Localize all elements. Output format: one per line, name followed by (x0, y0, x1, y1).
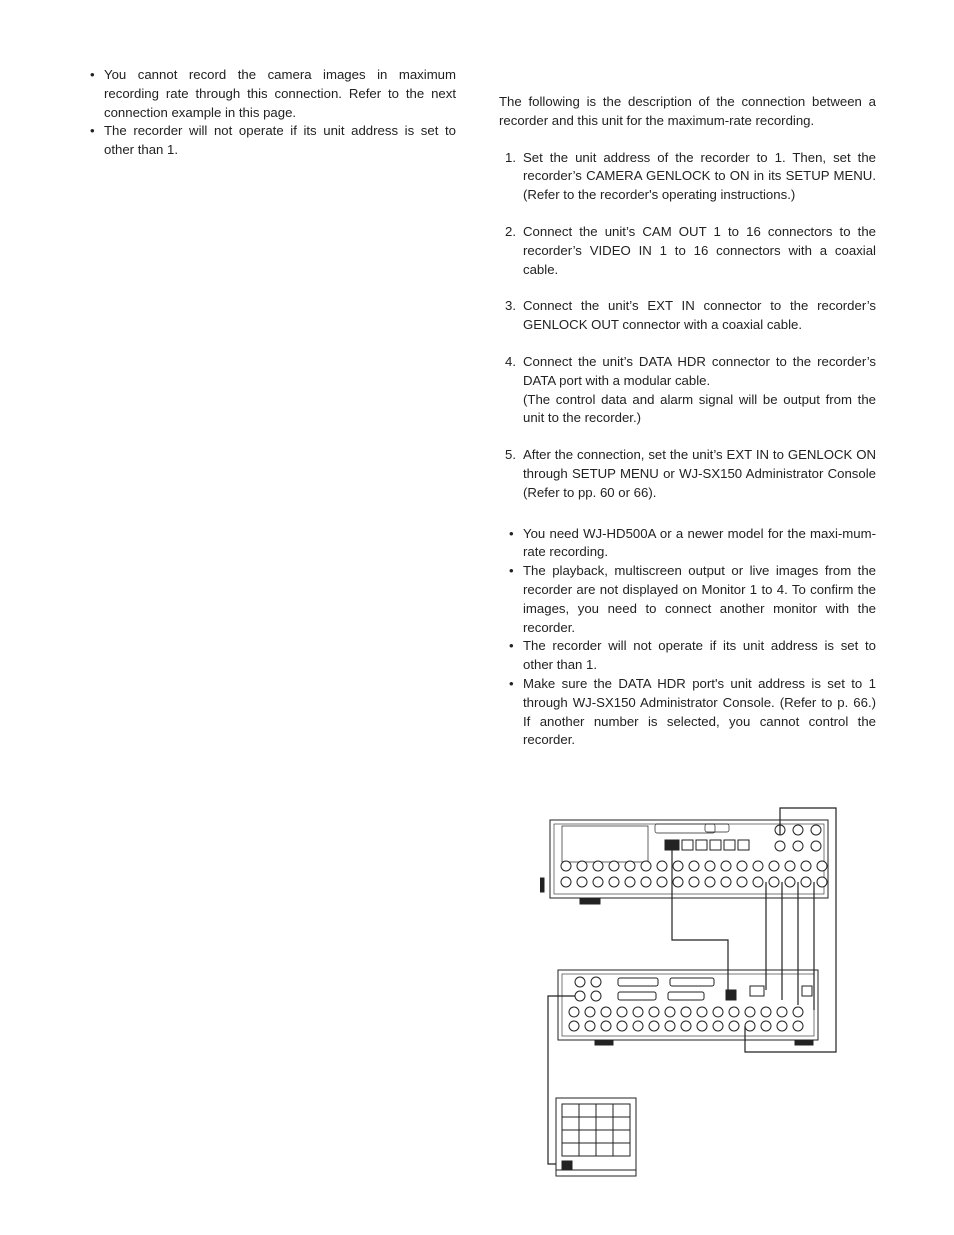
step-text: Connect the unit’s DATA HDR connector to the recorder’s DATA port with a modular cable. (523, 353, 876, 388)
left-column (88, 66, 456, 160)
step-number: 4. (505, 353, 516, 369)
step-number: 5. (505, 447, 516, 463)
steps-list (499, 149, 876, 503)
monitor (556, 1098, 636, 1176)
step-number: 2. (505, 223, 516, 239)
step-item (499, 297, 876, 335)
step-text: Connect the unit’s EXT IN connector to the recorder’s GENLOCK OUT connector with a coaxial cable. (523, 298, 876, 333)
step-number: 3. (505, 298, 516, 314)
step-item (499, 446, 876, 502)
connection-diagram (540, 800, 840, 1180)
step-item (499, 223, 876, 279)
step-item (499, 149, 876, 205)
step-number: 1. (505, 149, 516, 165)
step-text: After the connection, set the unit’s EXT IN to GENLOCK ON through SETUP MENU or WJ-SX150 Administrator Console (Refer to pp. 60 or 66). (523, 447, 876, 500)
intro-paragraph: The following is the description of the connection between a recorder and this unit for the maximum-rate recording. (499, 94, 876, 128)
step-subtext: (The control data and alarm signal will be output from the unit to the recorder.) (523, 391, 876, 426)
note-item: • The recorder will not operate if its unit address is set to other than 1. (499, 637, 876, 675)
step-text: Set the unit address of the recorder to 1. Then, set the recorder’s CAMERA GENLOCK to ON in its SETUP MENU. (Refer to the recorder's operating instructions.) (523, 149, 876, 203)
note-item: • Make sure the DATA HDR port's unit address is set to 1 through WJ-SX150 Administrator Console. (Refer to p. 66.) If another number is selected, you cannot control the recorder. (499, 675, 876, 750)
step-item (499, 353, 876, 428)
note-item: • You need WJ-HD500A or a newer model for the maxi-mum-rate recording. (499, 525, 876, 563)
left-notes-list (88, 66, 456, 160)
right-column (499, 93, 876, 750)
left-note-item: • The recorder will not operate if its unit address is set to other than 1. (88, 122, 456, 160)
notes-list (499, 525, 876, 751)
step-text: Connect the unit’s CAM OUT 1 to 16 connectors to the recorder’s VIDEO IN 1 to 16 connectors with a coaxial cable. (523, 223, 876, 277)
left-note-item: • You cannot record the camera images in maximum recording rate through this connection. Refer to the next connection example in this page. (88, 66, 456, 122)
note-item: • The playback, multiscreen output or live images from the recorder are not displayed on Monitor 1 to 4. To confirm the images, you need to connect another monitor with the recorder. (499, 562, 876, 637)
